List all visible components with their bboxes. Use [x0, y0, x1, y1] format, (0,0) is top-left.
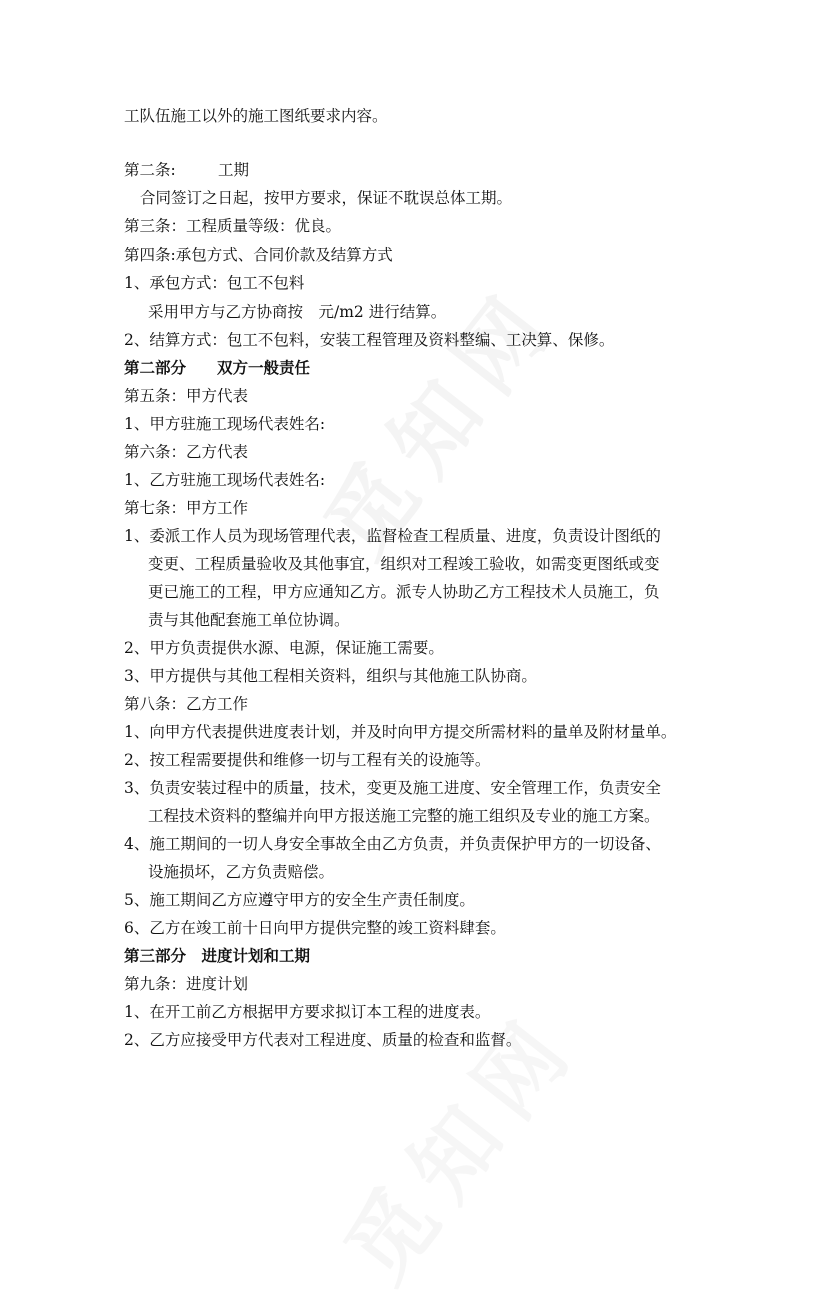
list-item: 1、委派工作人员为现场管理代表，监督检查工程质量、进度，负责设计图纸的: [124, 527, 661, 545]
text-line: 变更、工程质量验收及其他事宜，组织对工程竣工验收，如需变更图纸或变: [148, 555, 660, 573]
text-line: 更已施工的工程，甲方应通知乙方。派专人协助乙方工程技术人员施工，负: [148, 583, 660, 601]
list-item: 1、乙方驻施工现场代表姓名:: [124, 471, 326, 489]
article-title: 工期: [218, 161, 250, 179]
article-heading: 第七条：甲方工作: [124, 499, 249, 517]
list-item: 1、甲方驻施工现场代表姓名:: [124, 415, 326, 433]
list-item: 1、在开工前乙方根据甲方要求拟订本工程的进度表。: [124, 1003, 491, 1021]
list-item: 3、甲方提供与其他工程相关资料，组织与其他施工队协商。: [124, 667, 537, 685]
list-item: 4、施工期间的一切人身安全事故全由乙方负责，并负责保护甲方的一切设备、: [124, 835, 661, 853]
article-heading: 第五条：甲方代表: [124, 387, 249, 405]
text-line: 合同签订之日起，按甲方要求，保证不耽误总体工期。: [140, 189, 513, 207]
part-heading: 第三部分 进度计划和工期: [124, 947, 311, 965]
list-item: 3、负责安装过程中的质量，技术，变更及施工进度、安全管理工作，负责安全: [124, 779, 661, 797]
text-line: 采用甲方与乙方协商按 元/m2 进行结算。: [148, 303, 447, 321]
list-item: 2、乙方应接受甲方代表对工程进度、质量的检查和监督。: [124, 1031, 522, 1049]
part-heading: 第二部分 双方一般责任: [124, 359, 311, 377]
text-line: 工队伍施工以外的施工图纸要求内容。: [124, 107, 388, 125]
article-heading: 第八条：乙方工作: [124, 695, 249, 713]
list-item: 5、施工期间乙方应遵守甲方的安全生产责任制度。: [124, 891, 475, 909]
list-item: 2、结算方式：包工不包料，安装工程管理及资料整编、工决算、保修。: [124, 331, 615, 349]
text-line: 责与其他配套施工单位协调。: [148, 611, 350, 629]
list-item: 6、乙方在竣工前十日向甲方提供完整的竣工资料肆套。: [124, 919, 506, 937]
article-heading: 第二条:: [124, 161, 176, 179]
list-item: 2、甲方负责提供水源、电源，保证施工需要。: [124, 639, 444, 657]
text-line: 设施损坏，乙方负责赔偿。: [148, 863, 335, 881]
article-heading: 第四条:承包方式、合同价款及结算方式: [124, 246, 393, 264]
list-item: 1、承包方式：包工不包料: [124, 274, 305, 292]
list-item: 1、向甲方代表提供进度表计划，并及时向甲方提交所需材料的量单及附材量单。: [124, 723, 677, 741]
article-heading: 第三条：工程质量等级：优良。: [124, 217, 342, 235]
article-heading: 第六条：乙方代表: [124, 443, 249, 461]
article-heading: 第九条：进度计划: [124, 975, 249, 993]
text-line: 工程技术资料的整编并向甲方报送施工完整的施工组织及专业的施工方案。: [148, 807, 660, 825]
list-item: 2、按工程需要提供和维修一切与工程有关的设施等。: [124, 751, 491, 769]
